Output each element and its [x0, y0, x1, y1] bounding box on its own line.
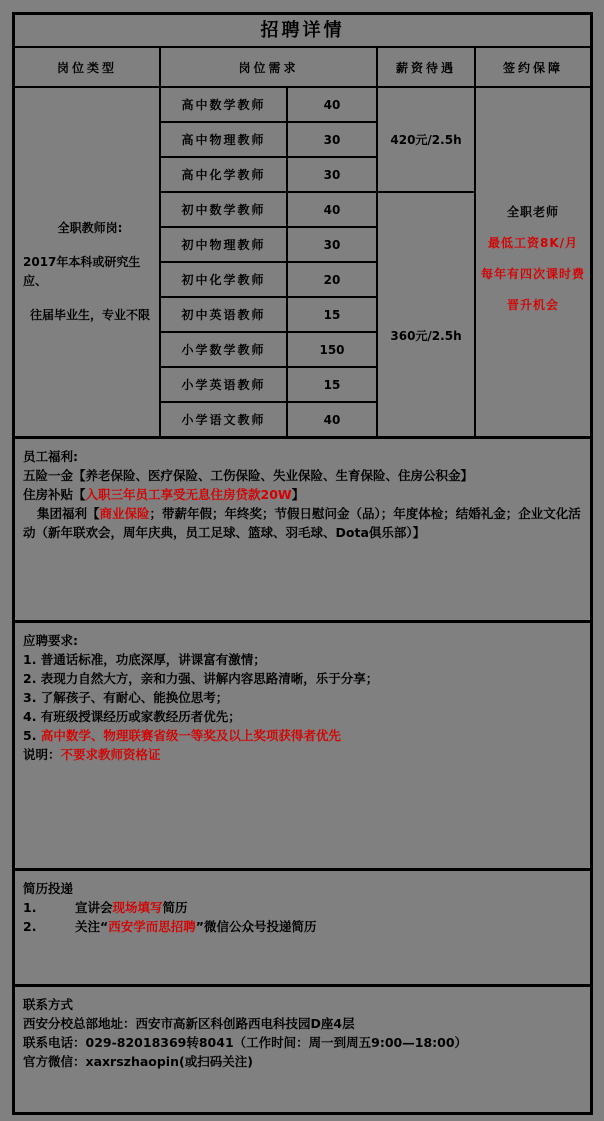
- requirements-section: [15, 620, 590, 868]
- requirement-item: 4. 有班级授课经历或家教经历者优先；: [23, 709, 241, 724]
- job-count-cell: 30: [288, 158, 376, 191]
- requirement-item-5: 5. 高中数学、物理联赛省级一等奖及以上奖项获得者优先: [23, 728, 341, 743]
- requirements-note: 说明：不要求教师资格证: [23, 747, 161, 762]
- job-count-cell: 15: [288, 298, 376, 331]
- resume-item-1: 1. 宣讲会现场填写简历: [23, 900, 188, 915]
- requirement-item: 2. 表现力自然大方，亲和力强、讲解内容思路清晰，乐于分享；: [23, 671, 379, 686]
- job-name-cell: 小学英语教师: [161, 368, 286, 401]
- resume-section: [15, 868, 590, 984]
- job-count-cell: 30: [288, 123, 376, 156]
- contact-wechat: 官方微信：xaxrszhaopin(或扫码关注): [23, 1054, 253, 1069]
- positions-table: [15, 48, 590, 436]
- benefit-housing: 住房补贴【入职三年员工享受无息住房贷款20W】: [23, 487, 305, 502]
- job-count-cell: 20: [288, 263, 376, 296]
- header-guarantee: 签约保障: [476, 48, 590, 86]
- benefit-insurance: 五险一金【养老保险、医疗保险、工伤保险、失业保险、生育保险、住房公积金】: [23, 468, 474, 483]
- job-name-cell: 小学语文教师: [161, 403, 286, 436]
- contact-phone: 联系电话：029-82018369转8041（工作时间：周一到周五9:00—18:00）: [23, 1035, 468, 1050]
- job-name-cell: 高中物理教师: [161, 123, 286, 156]
- document-title: 招聘详情: [15, 15, 590, 48]
- requirement-item: 1. 普通话标准，功底深厚，讲课富有激情；: [23, 652, 266, 667]
- position-type-line: 全职教师岗:: [57, 220, 123, 235]
- requirement-item-5-red: 高中数学、物理联赛省级一等奖及以上奖项获得者优先: [40, 728, 341, 743]
- benefits-section: [15, 436, 590, 620]
- job-name-cell: 初中化学教师: [161, 263, 286, 296]
- benefits-heading: 员工福利:: [23, 449, 78, 464]
- contact-section: [15, 984, 590, 1112]
- job-name-cell: 高中化学教师: [161, 158, 286, 191]
- job-count-cell: 40: [288, 403, 376, 436]
- resume-heading: 简历投递: [23, 881, 74, 896]
- guarantee-line: 晋升机会: [506, 298, 559, 312]
- job-count-cell: 15: [288, 368, 376, 401]
- benefit-housing-red: 入职三年员工享受无息住房贷款20W: [85, 487, 292, 502]
- header-salary: 薪资待遇: [378, 48, 474, 86]
- header-position-type: 岗位类型: [15, 48, 159, 86]
- recruitment-detail-document: [12, 12, 593, 1115]
- job-name-cell: 高中数学教师: [161, 88, 286, 121]
- contact-address: 西安分校总部地址：西安市高新区科创路西电科技园D座4层: [23, 1016, 355, 1031]
- job-name-cell: 小学数学教师: [161, 333, 286, 366]
- resume-item-2-red: 西安学而思招聘: [108, 919, 196, 934]
- job-name-cell: 初中数学教师: [161, 193, 286, 226]
- position-type-line: 2017年本科或研究生应、: [23, 254, 141, 288]
- job-name-cell: 初中物理教师: [161, 228, 286, 261]
- benefit-group: 集团福利【商业保险；带薪年假；年终奖；节假日慰问金（品）；年度体检；结婚礼金；企业文化活动（新年联欢会，周年庆典，员工足球、篮球、羽毛球、Dota俱乐部）】: [23, 506, 581, 540]
- requirements-heading: 应聘要求:: [23, 633, 78, 648]
- salary-senior-cell: 420元/2.5h: [378, 88, 474, 191]
- job-count-cell: 30: [288, 228, 376, 261]
- resume-item-2: 2. 关注“西安学而思招聘”微信公众号投递简历: [23, 919, 317, 934]
- guarantee-cell: [476, 88, 590, 436]
- guarantee-line: 最低工资8K/月: [487, 236, 579, 250]
- guarantee-line: 每年有四次课时费: [480, 267, 585, 281]
- resume-item-1-red: 现场填写: [112, 900, 163, 915]
- requirements-note-red: 不要求教师资格证: [60, 747, 161, 762]
- job-count-cell: 40: [288, 193, 376, 226]
- requirement-item: 3. 了解孩子、有耐心、能换位思考；: [23, 690, 229, 705]
- job-count-cell: 150: [288, 333, 376, 366]
- salary-junior-cell: 360元/2.5h: [378, 193, 474, 436]
- position-type-line: 往届毕业生，专业不限: [29, 307, 150, 322]
- job-name-cell: 初中英语教师: [161, 298, 286, 331]
- guarantee-line: 全职老师: [506, 205, 559, 219]
- benefit-group-red: 商业保险: [99, 506, 150, 521]
- contact-heading: 联系方式: [23, 997, 74, 1012]
- job-count-cell: 40: [288, 88, 376, 121]
- position-type-cell: [15, 88, 159, 436]
- header-position-demand: 岗位需求: [161, 48, 376, 86]
